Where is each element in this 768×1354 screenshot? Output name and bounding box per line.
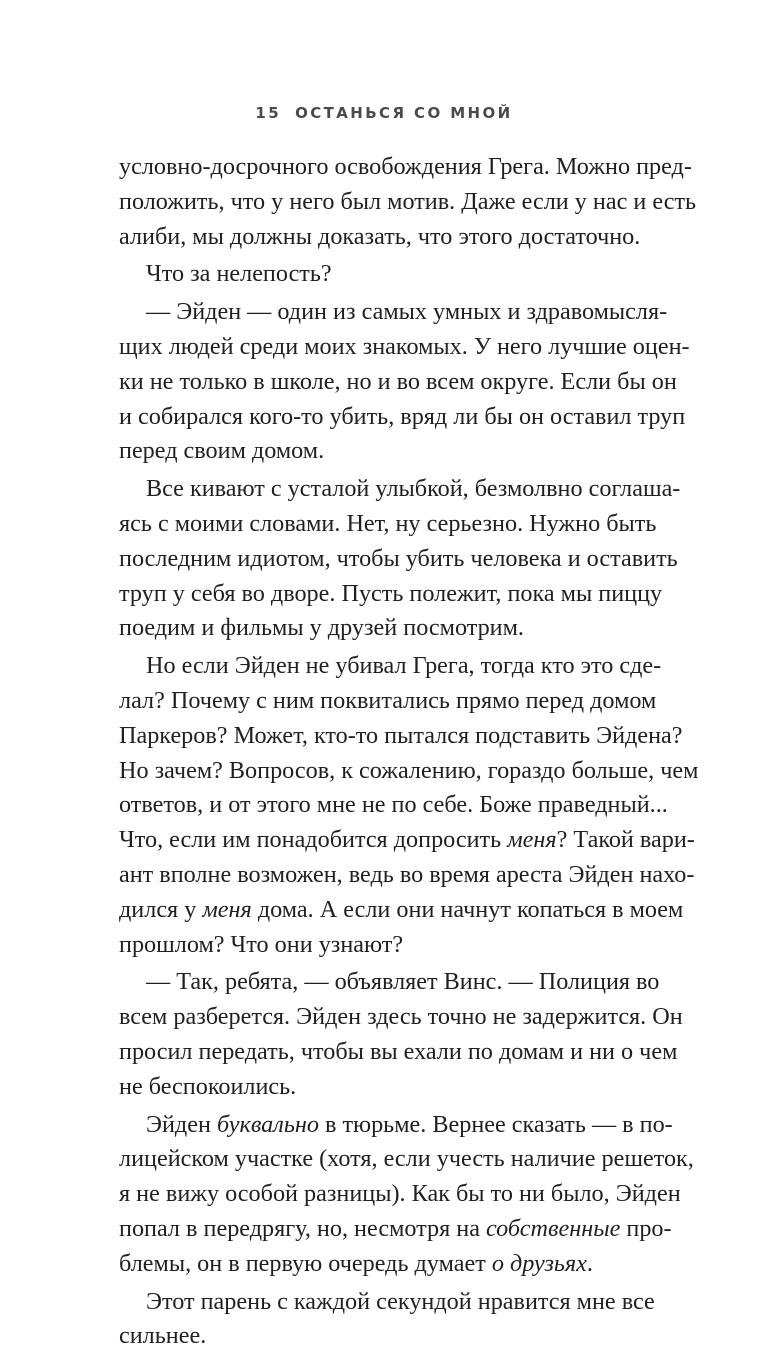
text-line: — Так, ребята, — объявляет Винс. — Полиция во bbox=[119, 965, 649, 1000]
text-line: Но зачем? Вопросов, к сожалению, гораздо больше, чем bbox=[119, 754, 649, 789]
italic-emphasis: буквально bbox=[217, 1111, 319, 1138]
text-line: лицейском участке (хотя, если учесть наличие решеток, bbox=[119, 1142, 649, 1177]
book-title: ОСТАНЬСЯ СО МНОЙ bbox=[295, 104, 513, 122]
text-run: попал в передрягу, но, несмотря на bbox=[119, 1215, 486, 1242]
text-line: ант вполне возможен, ведь во время ареста Эйден нахо- bbox=[119, 858, 649, 893]
text-line: Паркеров? Может, кто-то пытался подставить Эйдена? bbox=[119, 719, 649, 754]
text-run: ? Такой вари- bbox=[557, 826, 695, 853]
text-run: Что, если им понадобится допросить bbox=[119, 826, 507, 853]
text-line: перед своим домом. bbox=[119, 434, 649, 469]
text-line bbox=[119, 1212, 649, 1247]
text-line: и собирался кого-то убить, вряд ли бы он оставил труп bbox=[119, 400, 649, 435]
text-line: лал? Почему с ним поквитались прямо перед домом bbox=[119, 684, 649, 719]
text-line: — Эйден — один из самых умных и здравомысля- bbox=[119, 295, 649, 330]
text-line: поедим и фильмы у друзей посмотрим. bbox=[119, 611, 649, 646]
paragraph bbox=[119, 295, 649, 469]
paragraph bbox=[119, 965, 649, 1104]
text-line: Все кивают с усталой улыбкой, безмолвно соглаша- bbox=[119, 472, 649, 507]
text-line: последним идиотом, чтобы убить человека и оставить bbox=[119, 542, 649, 577]
paragraph bbox=[119, 1108, 649, 1282]
text-line: алиби, мы должны доказать, что этого достаточно. bbox=[119, 220, 649, 255]
text-line: Этот парень с каждой секундой нравится мне все bbox=[119, 1285, 649, 1320]
text-line: не беспокоились. bbox=[119, 1070, 649, 1105]
paragraph bbox=[119, 257, 649, 292]
italic-emphasis: меня bbox=[507, 826, 556, 853]
italic-emphasis: о друзьях bbox=[492, 1250, 587, 1277]
text-line: я не вижу особой разницы). Как бы то ни было, Эйден bbox=[119, 1177, 649, 1212]
page-number: 15 bbox=[255, 104, 281, 122]
text-line: Что за нелепость? bbox=[119, 257, 649, 292]
body-text bbox=[119, 150, 649, 1354]
paragraph bbox=[119, 649, 649, 962]
text-line: всем разберется. Эйден здесь точно не задержится. Он bbox=[119, 1000, 649, 1035]
text-run: дома. А если они начнут копаться в моем bbox=[252, 896, 684, 923]
text-run: . bbox=[587, 1250, 593, 1277]
text-line: ки не только в школе, но и во всем округе. Если бы он bbox=[119, 365, 649, 400]
paragraph bbox=[119, 150, 649, 254]
text-line: прошлом? Что они узнают? bbox=[119, 928, 649, 963]
text-line bbox=[119, 823, 649, 858]
text-line bbox=[119, 893, 649, 928]
text-line: щих людей среди моих знакомых. У него лучшие оцен- bbox=[119, 330, 649, 365]
text-line: просил передать, чтобы вы ехали по домам и ни о чем bbox=[119, 1035, 649, 1070]
text-run: в тюрьме. Вернее сказать — в по- bbox=[319, 1111, 673, 1138]
running-head bbox=[0, 104, 768, 122]
text-run: Эйден bbox=[146, 1111, 217, 1138]
paragraph bbox=[119, 1285, 649, 1354]
text-line bbox=[119, 1108, 649, 1143]
text-run: блемы, он в первую очередь думает bbox=[119, 1250, 492, 1277]
text-run: дился у bbox=[119, 896, 202, 923]
text-line: ясь с моими словами. Нет, ну серьезно. Нужно быть bbox=[119, 507, 649, 542]
text-line: Но если Эйден не убивал Грега, тогда кто это сде- bbox=[119, 649, 649, 684]
italic-emphasis: собственные bbox=[486, 1215, 620, 1242]
text-run: про- bbox=[620, 1215, 671, 1242]
text-line: труп у себя во дворе. Пусть полежит, пока мы пиццу bbox=[119, 577, 649, 612]
text-line bbox=[119, 1247, 649, 1282]
paragraph bbox=[119, 472, 649, 646]
text-line: сильнее. bbox=[119, 1319, 649, 1354]
text-line: положить, что у него был мотив. Даже если у нас и есть bbox=[119, 185, 649, 220]
text-line: ответов, и от этого мне не по себе. Боже праведный... bbox=[119, 788, 649, 823]
italic-emphasis: меня bbox=[202, 896, 251, 923]
text-line: условно-досрочного освобождения Грега. Можно пред- bbox=[119, 150, 649, 185]
